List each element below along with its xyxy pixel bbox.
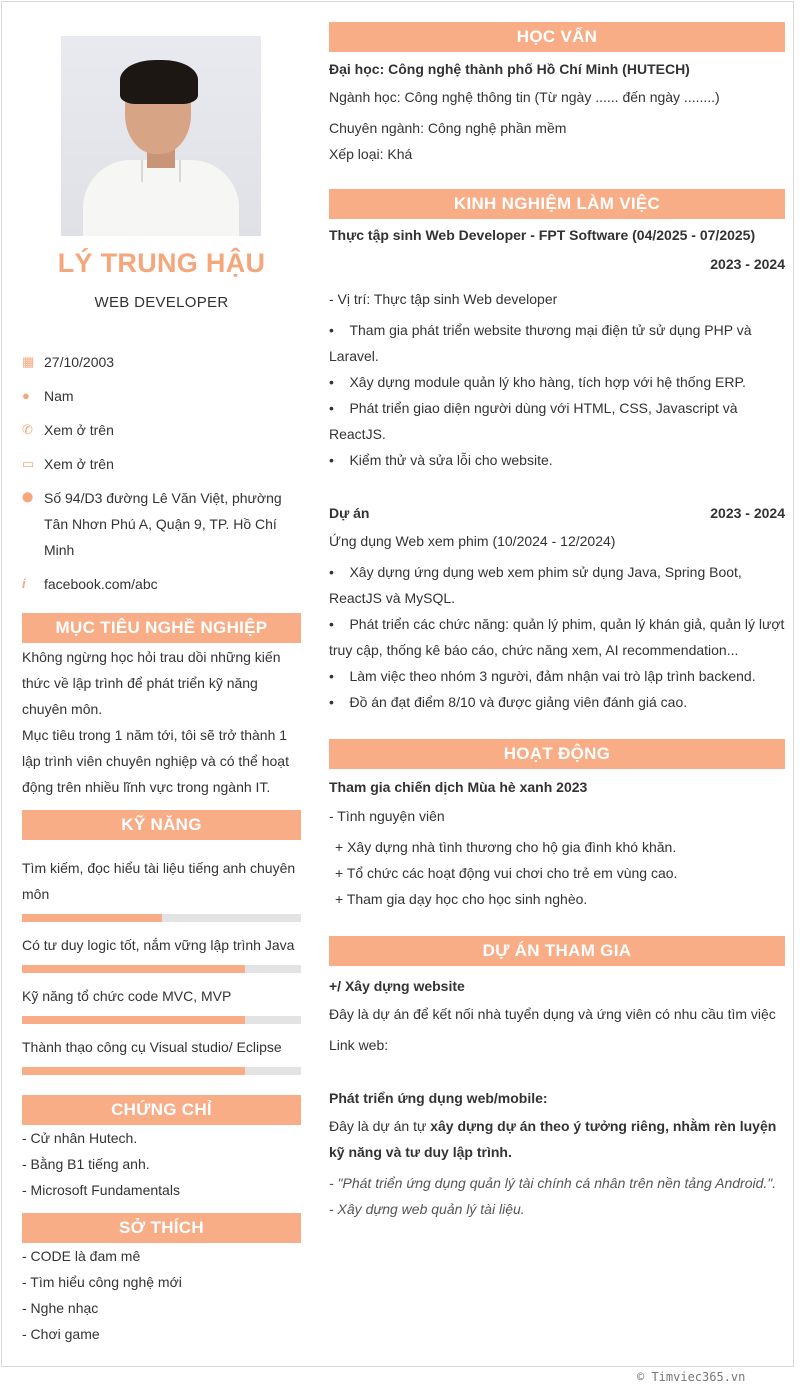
job-years: 2023 - 2024 [710,256,785,272]
skill-bar [22,1016,301,1024]
contact-phone: ✆ Xem ở trên [22,417,301,443]
list-item: - Chơi game [22,1326,100,1342]
list-item: • Đồ án đạt điểm 8/10 và được giảng viên đánh giá cao. [329,694,688,710]
skill-bar-fill [22,1067,245,1075]
list-item: - Nghe nhạc [22,1300,99,1316]
skill-label: Kỹ năng tổ chức code MVC, MVP [22,988,232,1004]
cv-page [1,1,794,1367]
project2-desc: Đây là dự án tự xây dựng dự án theo ý tưởng riêng, nhằm rèn luyện kỹ năng và tư duy lập trình. [329,1118,777,1160]
job-title: Thực tập sinh Web Developer - FPT Software (04/2025 - 07/2025) [329,227,756,243]
project-bullets [329,559,785,715]
avatar-photo [61,36,261,236]
contact-list [22,349,301,597]
list-item: + Tham gia dạy học cho học sinh nghèo. [335,891,588,907]
list-item: + Tổ chức các hoạt động vui chơi cho trẻ em vùng cao. [335,865,678,881]
list-item: • Xây dựng ứng dụng web xem phim sử dụng Java, Spring Boot, ReactJS và MySQL. [329,564,742,606]
project-header [329,500,785,526]
project2-line-1: - "Phát triển ứng dụng quản lý tài chính cá nhân trên nền tảng Android.". [329,1175,777,1191]
education-heading: HỌC VẤN [329,22,785,52]
list-item: - CODE là đam mê [22,1248,141,1264]
list-item: - Bằng B1 tiếng anh. [22,1156,150,1172]
job-role: - Vị trí: Thực tập sinh Web developer [329,291,558,307]
skills-heading: KỸ NĂNG [22,810,301,840]
project2-line-2: - Xây dựng web quản lý tài liệu. [329,1201,525,1217]
person-icon: ● [22,388,30,403]
project2-title: Phát triển ứng dụng web/mobile: [329,1090,548,1106]
experience-heading: KINH NGHIỆM LÀM VIỆC [329,189,785,219]
candidate-name: LÝ TRUNG HẬU [57,248,266,278]
phone-icon: ✆ [22,422,33,437]
activity-title: Tham gia chiến dịch Mùa hè xanh 2023 [329,779,588,795]
project-title: Dự án [329,505,370,521]
left-column [22,36,301,1347]
education-specialty: Chuyên ngành: Công nghệ phần mềm [329,120,567,136]
candidate-position: WEB DEVELOPER [94,294,229,311]
skill-bar-fill [22,965,245,973]
skill-bar [22,914,301,922]
list-item: • Tham gia phát triển website thương mại điện tử sử dụng PHP và Laravel. [329,322,752,364]
activities-heading: HOẠT ĐỘNG [329,739,785,769]
skill-bar [22,965,301,973]
list-item: - Microsoft Fundamentals [22,1182,180,1198]
objective-text-2: Mục tiêu trong 1 năm tới, tôi sẽ trở thành 1 lập trình viên chuyên nghiệp và có thể hoạt động trên nhiều lĩnh vực trong ngành IT. [22,727,289,795]
list-item: • Làm việc theo nhóm 3 người, đảm nhận vai trò lập trình backend. [329,668,756,684]
activity-role: - Tình nguyện viên [329,808,445,824]
contact-birthday: ▦ 27/10/2003 [22,349,301,375]
skill-bar [22,1067,301,1075]
contact-address: ⬤ Số 94/D3 đường Lê Văn Việt, phường Tân Nhơn Phú A, Quận 9, TP. Hồ Chí Minh [22,485,301,563]
education-rank: Xếp loại: Khá [329,146,413,162]
project-name: Ứng dụng Web xem phim (10/2024 - 12/2024) [329,533,616,549]
job-bullets [329,317,785,473]
certificates-list [22,1125,301,1203]
list-item: • Phát triển giao diện người dùng với HTML, CSS, Javascript và ReactJS. [329,400,738,442]
objective-heading: MỤC TIÊU NGHỀ NGHIỆP [22,613,301,643]
skill-bar-fill [22,914,162,922]
skill-label: Thành thạo công cụ Visual studio/ Eclipse [22,1039,282,1055]
contact-gender: ● Nam [22,383,301,409]
footer-watermark: © Timviec365.vn [637,1370,746,1384]
objective-text-1: Không ngừng học hỏi trau dồi những kiến thức về lập trình để phát triển kỹ năng chuyên môn. [22,649,281,717]
skills-list [22,855,301,1075]
right-column [329,22,785,1222]
email-icon: ▭ [22,456,35,471]
skill-bar-fill [22,1016,245,1024]
contact-email: ▭ Xem ở trên [22,451,301,477]
list-item: • Phát triển các chức năng: quản lý phim, quản lý khán giả, quản lý lượt truy cập, thống kê báo cáo, chức năng xem, AI recommendation... [329,616,785,658]
skill-label: Có tư duy logic tốt, nắm vững lập trình Java [22,937,295,953]
info-icon: i [22,576,26,591]
contact-facebook: i facebook.com/abc [22,571,301,597]
list-item: - Cử nhân Hutech. [22,1130,138,1146]
project1-desc: Đây là dự án để kết nối nhà tuyển dụng và ứng viên có nhu cầu tìm việc [329,1006,776,1022]
location-icon: ⬤ [22,492,34,503]
education-school: Đại học: Công nghệ thành phố Hồ Chí Minh (HUTECH) [329,61,690,77]
projects-heading: DỰ ÁN THAM GIA [329,936,785,966]
hobbies-list [22,1243,301,1347]
calendar-icon: ▦ [22,354,35,369]
project-years: 2023 - 2024 [710,505,785,521]
education-major: Ngành học: Công nghệ thông tin (Từ ngày ...... đến ngày ........) [329,89,720,105]
activity-items [329,834,785,912]
hobbies-heading: SỞ THÍCH [22,1213,301,1243]
list-item: • Kiểm thử và sửa lỗi cho website. [329,452,553,468]
skill-label: Tìm kiếm, đọc hiểu tài liệu tiếng anh chuyên môn [22,860,296,902]
project1-title: +/ Xây dựng website [329,978,465,994]
project1-link: Link web: [329,1037,389,1053]
list-item: + Xây dựng nhà tình thương cho hộ gia đình khó khăn. [335,839,677,855]
certificates-heading: CHỨNG CHỈ [22,1095,301,1125]
list-item: - Tìm hiểu công nghệ mới [22,1274,182,1290]
list-item: • Xây dựng module quản lý kho hàng, tích hợp với hệ thống ERP. [329,374,746,390]
